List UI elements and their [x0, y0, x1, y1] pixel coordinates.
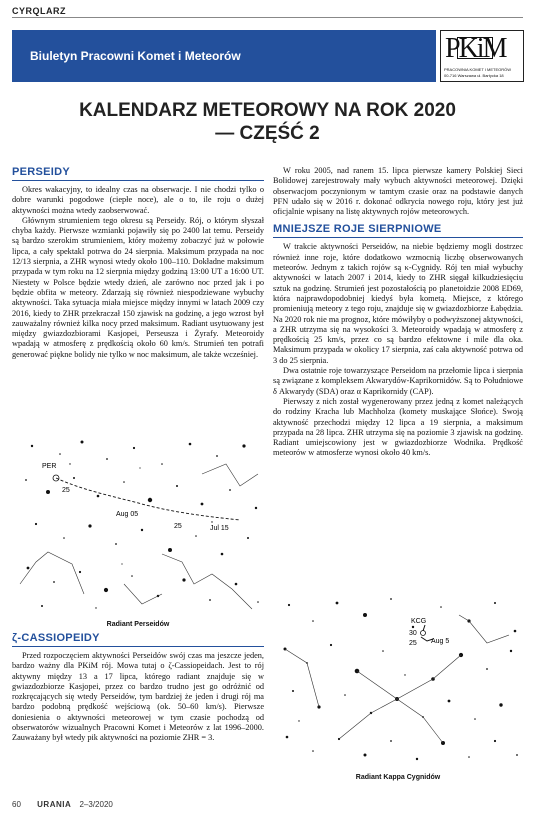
page-title	[0, 99, 535, 145]
date-tick-label: Aug 5	[431, 638, 450, 645]
page-footer	[12, 800, 113, 809]
title-line-1: KALENDARZ METEOROWY NA ROK 2020	[79, 100, 456, 121]
banner-title: Biuletyn Pracowni Komet i Meteorów	[30, 49, 241, 63]
paragraph: W trakcie aktywności Perseidów, na niebie będziemy mogli dostrzec również inne roje, które dodatkowo wzmocnią liczbę obserwowanych meteorów. Jednym z takich rojów są κ-Cygnidy. Rój ten miał wybuchy aktywności w latach 2007 i 2014, kiedy to ZHR sięgał kilkudziesięciu sztuk na godzinę. Strumień jest pozostałością po planetoidzie 2008 ED69, która najprawdopodobniej kiedyś była kometą. Miejsce, z którego promieniują meteory z tego roju, znajduje się w gwiazdozbiorze Łabędzia. Na 2020 rok nie ma prognoz, które mówiłyby o podwyższonej aktywności, a ZHR utrzyma się na wysokości 3. Meteoroidy wpadają w atmosferę z prędkością 25 km/s, przez co są bardzo efektowne i mile dla oka. Maksimum przypada w okolicy 17 sierpnia, zaś cała aktywność potrwa od 3 do 25 sierpnia.	[273, 242, 523, 365]
publication-name: URANIA	[37, 800, 72, 809]
date-tick-label: 25	[409, 640, 417, 647]
right-column	[273, 166, 523, 459]
date-tick-label: 25	[62, 487, 70, 494]
paragraph: W roku 2005, nad ranem 15. lipca pierwsze kamery Polskiej Sieci Bolidowej zarejestrowały mały wybuch aktywności meteorowej. Dzięki obserwacjom poczynionym w tamtym czasie oraz na podstawie danych PFN udało się w 2016 r. dokonać odkrycia nowego roju, który jest już oficjalnie wpisany na listę aktywnych rojów meteorowych.	[273, 166, 523, 217]
pkim-logo	[440, 30, 524, 82]
bulletin-banner	[12, 30, 436, 82]
paragraph: Okres wakacyjny, to idealny czas na obserwacje. I nie chodzi tylko o dobre warunki pogodowe (ciepłe noce), ale o to, ile roju o dużej aktywności można wtedy zaobserwować.	[12, 185, 264, 215]
radiant-marker	[421, 631, 426, 636]
radiant-drift-path	[56, 478, 240, 520]
date-tick-label: 25	[174, 523, 182, 530]
radiant-label: KCG	[411, 618, 427, 625]
date-tick-label: 30	[409, 630, 417, 637]
kappa-cygnids-radiant-map	[273, 591, 523, 781]
map-caption: Radiant Kappa Cygnidów	[355, 774, 441, 781]
issue-number: 2–3/2020	[79, 800, 113, 809]
zeta-cassiopeids-heading: ζ-CASSIOPEIDY	[12, 632, 264, 647]
date-tick-label: Aug 05	[116, 511, 139, 518]
minor-showers-heading: MNIEJSZE ROJE SIERPNIOWE	[273, 223, 523, 238]
title-line-2: — CZĘŚĆ 2	[215, 123, 320, 144]
perseids-heading: PERSEIDY	[12, 166, 264, 181]
paragraph: Przed rozpoczęciem aktywności Perseidów swój czas ma jeszcze jeden, bardzo ważny dla PKiM rój. Mowa tutaj o ζ-Cassiopeidach. Jest to rój aktywny między 13 a 17 lipca, którego radiant znajduje się w gwiazdozbiorze Kasjopei, przez co bardzo trudno jest go odróżnić od rozkręcających się wtedy Perseidów, tym bardziej że jeden i drugi rój ma bardzo podobną prędkość wejściową (ok. 50–60 km/s). Pierwsze doniesienia o aktywności meteorowej w tym czasie pochodzą od obserwatorów wizualnych Pracowni Komet i Meteorów z lat 1996–2000. Zauważany był wtedy pik aktywności na poziomie ZHR = 3.	[12, 651, 264, 743]
logo-address: 00-716 Warszawa ul. Bartycka 18	[444, 73, 504, 78]
logo-text: PKiM	[445, 33, 506, 64]
paragraph: Głównym strumieniem tego okresu są Perseidy. Rój, o którym słyszał chyba każdy. Pierwsze wzmianki pojawiły się po 2400 lat temu. Perseidy są bardzo szerokim strumieniem, który możemy zobaczyć już w połowie lipca, a cały spektakl potrwa do 24 sierpnia. Maksimum przypada na noc 12/13 sierpnia, a ZHR wynosi wtedy około 100–110. Dokładne maksimum przypada w tym roku na 12 sierpnia między godziną 13:00 UT a 16:00 UT. Niestety w Polsce będzie wtedy dzień, ale zarówno noc przed jak i po będzie obfita w meteory. Zdarzają się również niespodziewane wybuchy aktywności. Taka sytuacja miała miejsce między innymi w latach 2009 czy 2016, kiedy to ZHR przekraczał 150 zjawisk na godzinę, a jego wzrost był zauważalny również kilka nocy przed maksimum. Radiant usytuowany jest między gwiazdozbiorami Kasjopei, Perseusza i Żyrafy. Meteoroidy wpadają w atmosferę z prędkością około 60 km/s. Strumień ten potrafi generować piękne bolidy nie tylko w noc maksimum, ale także wcześniej.	[12, 215, 264, 359]
logo-subtitle: PRACOWNIA KOMET I METEORÓW	[444, 67, 512, 72]
star-chart	[273, 591, 523, 767]
star-chart	[12, 434, 264, 614]
left-column-bottom	[12, 632, 264, 744]
page-number: 60	[12, 800, 21, 809]
left-column-top	[12, 166, 264, 360]
radiant-label: PER	[42, 463, 57, 470]
paragraph: Dwa ostatnie roje towarzyszące Perseidom na przełomie lipca i sierpnia są związane z kompleksem Akwarydów-Kaprikornidów. Są to Południowe δ Akwarydy (SDA) oraz α Kaprikornidy (CAP).	[273, 366, 523, 396]
divider	[12, 17, 523, 18]
perseids-radiant-map	[12, 434, 264, 628]
date-tick-label: Jul 15	[210, 525, 229, 532]
section-tag: CYRQLARZ	[12, 6, 66, 16]
paragraph: Pierwszy z nich został wygenerowany przez jedną z komet należących do rodziny Kracha lub Machholza (komety muskające Słońce). Swoją aktywność przechodzi między 12 lipca a 19 sierpnia, a maksimum przypada na 28 lipca. ZHR utrzyma się na poziomie 3 zjawisk na godzinę. Radiant umiejscowiony jest w gwiazdozbiorze Wodnika. Prędkość meteorów w atmosferze wynosi około 40 km/s.	[273, 396, 523, 458]
map-caption: Radiant Perseidów	[106, 621, 170, 628]
